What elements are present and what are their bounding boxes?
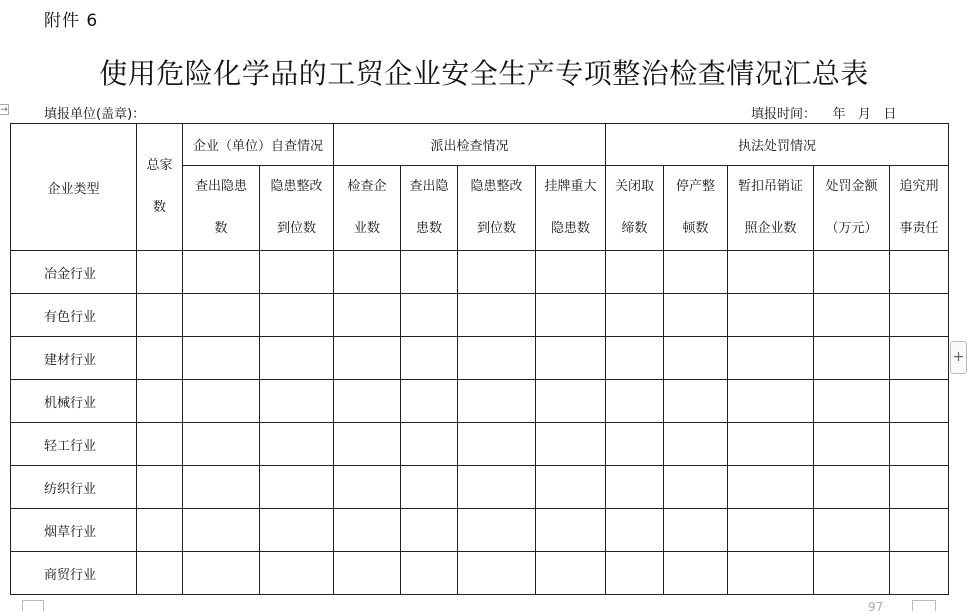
table-cell[interactable] [890,294,949,337]
table-cell[interactable] [401,466,458,509]
attachment-label: 附件 6 [44,11,99,31]
table-cell[interactable] [664,337,728,380]
header-enterprise-type: 企业类型 [11,124,137,251]
table-row [11,552,949,595]
page-corner-right [912,600,936,611]
summary-table-wrap [10,123,949,595]
row-label: 轻工行业 [11,423,137,466]
table-cell[interactable] [334,423,401,466]
table-cell[interactable] [814,380,890,423]
table-cell[interactable] [814,337,890,380]
table-cell[interactable] [890,380,949,423]
table-row [11,423,949,466]
header-subcol: 关闭取 缔数 [606,166,664,251]
table-cell[interactable] [664,509,728,552]
table-cell[interactable] [137,337,183,380]
table-cell[interactable] [334,466,401,509]
page-corner-left [22,600,44,611]
table-cell[interactable] [890,552,949,595]
table-cell[interactable] [183,423,260,466]
table-cell[interactable] [890,423,949,466]
row-label: 建材行业 [11,337,137,380]
table-cell[interactable] [728,380,814,423]
table-cell[interactable] [536,509,606,552]
header-subcol: 停产整 顿数 [664,166,728,251]
table-cell[interactable] [458,423,536,466]
add-column-button[interactable]: + [950,341,967,374]
table-cell[interactable] [137,380,183,423]
header-subcol: 隐患整改 到位数 [260,166,334,251]
table-cell[interactable] [260,466,334,509]
table-cell[interactable] [664,466,728,509]
table-row [11,337,949,380]
page-number: 97 [868,600,884,614]
table-cell[interactable] [137,294,183,337]
table-cell[interactable] [401,294,458,337]
table-cell[interactable] [536,552,606,595]
table-cell[interactable] [183,251,260,294]
table-cell[interactable] [814,251,890,294]
table-cell[interactable] [458,552,536,595]
table-cell[interactable] [664,552,728,595]
table-cell[interactable] [183,552,260,595]
fill-time-label: 填报时间： 年 月 日 [751,107,897,122]
table-cell[interactable] [401,552,458,595]
table-cell[interactable] [334,251,401,294]
table-cell[interactable] [728,337,814,380]
table-cell[interactable] [814,423,890,466]
table-cell[interactable] [890,466,949,509]
table-cell[interactable] [814,466,890,509]
table-cell[interactable] [137,423,183,466]
table-cell[interactable] [458,294,536,337]
table-cell[interactable] [401,509,458,552]
row-label: 纺织行业 [11,466,137,509]
header-subcol: 隐患整改 到位数 [458,166,536,251]
table-cell[interactable] [536,294,606,337]
fill-unit-label: 填报单位(盖章)： [44,107,146,122]
table-cell[interactable] [890,509,949,552]
table-cell[interactable] [183,294,260,337]
row-label: 冶金行业 [11,251,137,294]
table-cell[interactable] [890,251,949,294]
table-cell[interactable] [401,337,458,380]
row-label: 机械行业 [11,380,137,423]
header-subcol: 处罚金额 （万元） [814,166,890,251]
table-cell[interactable] [536,423,606,466]
table-cell[interactable] [536,251,606,294]
table-cell[interactable] [664,251,728,294]
indent-arrow-icon[interactable]: → [0,105,8,115]
table-cell[interactable] [401,380,458,423]
table-cell[interactable] [606,337,664,380]
table-cell[interactable] [536,337,606,380]
table-cell[interactable] [814,552,890,595]
table-cell[interactable] [728,251,814,294]
table-cell[interactable] [664,294,728,337]
header-subcol: 挂牌重大 隐患数 [536,166,606,251]
table-cell[interactable] [458,337,536,380]
table-cell[interactable] [401,423,458,466]
table-cell[interactable] [260,337,334,380]
table-cell[interactable] [260,294,334,337]
row-label: 有色行业 [11,294,137,337]
table-cell[interactable] [260,380,334,423]
header-dispatched-group: 派出检查情况 [334,124,606,166]
table-cell[interactable] [260,423,334,466]
table-cell[interactable] [728,509,814,552]
row-label: 烟草行业 [11,509,137,552]
table-cell[interactable] [890,337,949,380]
table-cell[interactable] [536,466,606,509]
table-cell[interactable] [334,380,401,423]
table-cell[interactable] [183,509,260,552]
table-cell[interactable] [606,294,664,337]
table-cell[interactable] [814,294,890,337]
table-cell[interactable] [536,380,606,423]
table-cell[interactable] [137,509,183,552]
table-cell[interactable] [458,509,536,552]
header-self-check-group: 企业（单位）自查情况 [183,124,334,166]
table-cell[interactable] [728,294,814,337]
table-cell[interactable] [728,423,814,466]
header-subcol: 查出隐 患数 [401,166,458,251]
table-row [11,509,949,552]
table-cell[interactable] [814,509,890,552]
table-cell[interactable] [183,337,260,380]
table-cell[interactable] [137,251,183,294]
table-row [11,251,949,294]
table-cell[interactable] [606,466,664,509]
table-row [11,466,949,509]
table-row [11,294,949,337]
table-cell[interactable] [401,251,458,294]
table-cell[interactable] [606,423,664,466]
header-subcol: 检查企 业数 [334,166,401,251]
table-cell[interactable] [728,552,814,595]
table-cell[interactable] [334,294,401,337]
table-cell[interactable] [606,251,664,294]
table-cell[interactable] [260,509,334,552]
table-cell[interactable] [183,466,260,509]
table-cell[interactable] [606,380,664,423]
table-cell[interactable] [183,380,260,423]
table-cell[interactable] [606,509,664,552]
table-cell[interactable] [458,251,536,294]
page-title: 使用危险化学品的工贸企业安全生产专项整治检查情况汇总表 [99,57,869,90]
table-cell[interactable] [664,380,728,423]
summary-table [10,123,949,595]
table-cell[interactable] [137,552,183,595]
table-cell[interactable] [606,552,664,595]
table-cell[interactable] [728,466,814,509]
table-cell[interactable] [334,337,401,380]
table-cell[interactable] [260,251,334,294]
table-cell[interactable] [458,380,536,423]
table-cell[interactable] [458,466,536,509]
table-cell[interactable] [137,466,183,509]
table-cell[interactable] [334,509,401,552]
table-cell[interactable] [664,423,728,466]
row-label: 商贸行业 [11,552,137,595]
header-total-count: 总家 数 [137,124,183,251]
table-cell[interactable] [334,552,401,595]
header-subcol: 追究刑 事责任 [890,166,949,251]
header-enforcement-group: 执法处罚情况 [606,124,949,166]
header-subcol: 暂扣吊销证 照企业数 [728,166,814,251]
table-row [11,380,949,423]
table-cell[interactable] [260,552,334,595]
header-subcol: 查出隐患 数 [183,166,260,251]
